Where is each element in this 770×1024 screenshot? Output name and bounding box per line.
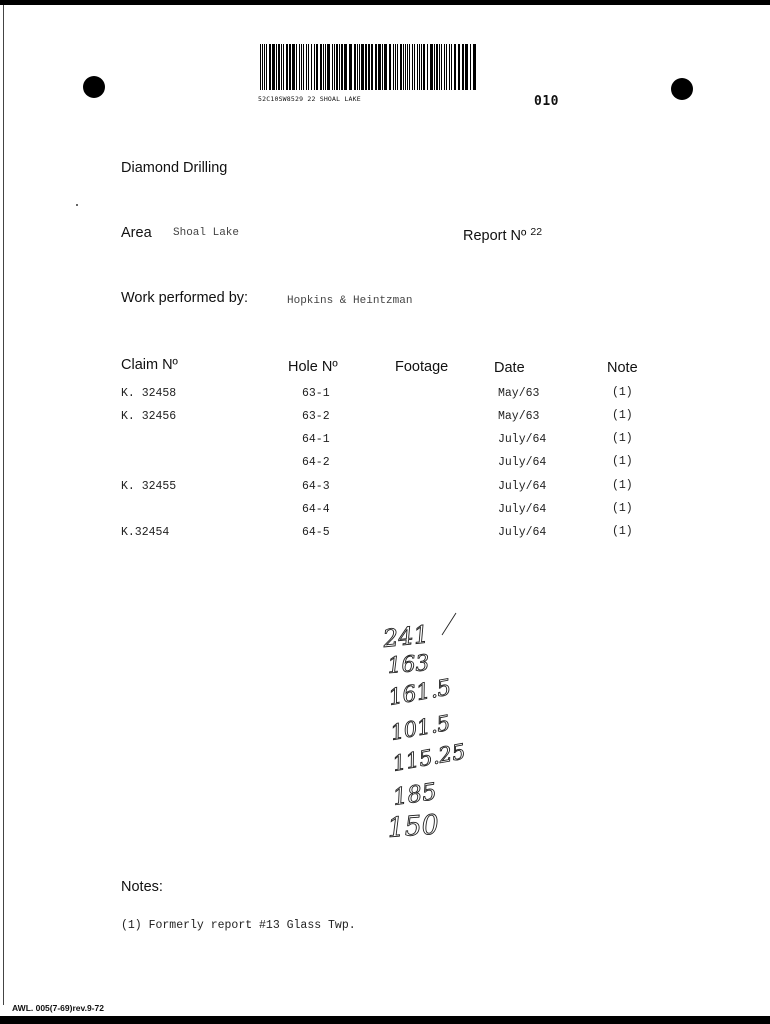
barcode-bar (405, 44, 406, 90)
barcode-bar (397, 44, 398, 90)
table-cell-date: May/63 (498, 387, 540, 400)
barcode-bar (306, 44, 307, 90)
report-number: 22 (530, 226, 543, 238)
bottom-border (0, 1016, 770, 1024)
table-cell-claim: K. 32456 (121, 410, 177, 423)
barcode-bar (451, 44, 452, 90)
handwritten-footage: 241 (381, 620, 431, 653)
table-cell-hole: 64-1 (302, 433, 330, 446)
work-performed-value: Hopkins & Heintzman (287, 295, 413, 307)
barcode-bar (286, 44, 288, 90)
table-cell-note: (1) (612, 502, 633, 515)
table-cell-hole: 64-3 (302, 480, 330, 493)
barcode-bar (308, 44, 309, 90)
barcode-bar (465, 44, 468, 90)
barcode-bar (320, 44, 322, 90)
barcode-bar (462, 44, 464, 90)
barcode-caption: 52C10SW8529 22 SHOAL LAKE (258, 95, 361, 103)
note-item: (1) Formerly report #13 Glass Twp. (121, 919, 356, 932)
barcode-bar (361, 44, 364, 90)
table-cell-hole: 64-4 (302, 503, 330, 516)
handwritten-footage: 115.25 (390, 739, 468, 776)
barcode-bar (400, 44, 402, 90)
barcode-bar (393, 44, 394, 90)
handwritten-footage: 185 (391, 779, 439, 811)
barcode-bar (421, 44, 422, 90)
area-label: Area (121, 225, 152, 241)
report-label (463, 228, 542, 244)
table-cell-hole: 63-1 (302, 387, 330, 400)
barcode-bars (258, 44, 478, 92)
table-cell-hole: 63-2 (302, 410, 330, 423)
table-cell-note: (1) (612, 455, 633, 468)
barcode-bar (311, 44, 312, 90)
barcode-bar (334, 44, 335, 90)
column-header-note: Note (607, 360, 638, 376)
left-scan-edge (3, 5, 4, 1005)
column-header-hole: Hole Nº (288, 359, 338, 375)
barcode-bar (260, 44, 261, 90)
barcode-bar (269, 44, 271, 90)
barcode-bar (283, 44, 284, 90)
barcode-bar (368, 44, 370, 90)
table-cell-note: (1) (612, 432, 633, 445)
barcode-bar (357, 44, 358, 90)
barcode-bar (339, 44, 340, 90)
barcode-bar (278, 44, 280, 90)
barcode-bar (454, 44, 456, 90)
barcode-bar (378, 44, 381, 90)
barcode-bar (314, 44, 315, 90)
barcode-bar (327, 44, 330, 90)
barcode-bar (272, 44, 275, 90)
barcode-bar (403, 44, 404, 90)
form-code: AWL. 005(7-69)rev.9-72 (12, 1003, 104, 1013)
punch-hole-right (671, 78, 693, 100)
barcode-bar (412, 44, 413, 90)
table-cell-date: July/64 (498, 456, 547, 469)
barcode-bar (296, 44, 297, 90)
notes-heading: Notes: (121, 879, 163, 895)
column-header-claim: Claim Nº (121, 357, 178, 373)
barcode-bar (281, 44, 282, 90)
barcode-bar (446, 44, 447, 90)
column-header-date: Date (494, 360, 525, 376)
barcode-bar (299, 44, 300, 90)
barcode-bar (470, 44, 471, 90)
barcode-bar (434, 44, 435, 90)
barcode-bar (276, 44, 277, 90)
barcode-bar (439, 44, 440, 90)
handwritten-footage: 163 (386, 651, 431, 679)
handwritten-footage: 101.5 (388, 710, 453, 745)
barcode-bar (389, 44, 391, 90)
page-code: 010 (534, 94, 559, 109)
barcode-bar (384, 44, 387, 90)
barcode-bar (427, 44, 428, 90)
handwritten-footages (360, 605, 510, 855)
barcode-bar (262, 44, 263, 90)
handwritten-footage: 150 (386, 809, 440, 844)
top-border (0, 0, 770, 5)
barcode-bar (458, 44, 460, 90)
barcode-bar (292, 44, 295, 90)
barcode-bar (354, 44, 356, 90)
barcode-bar (395, 44, 396, 90)
table-cell-note: (1) (612, 409, 633, 422)
barcode (258, 44, 478, 103)
barcode-bar (349, 44, 352, 90)
report-label-text: Report Nº (463, 228, 527, 244)
table-cell-date: July/64 (498, 503, 547, 516)
table-cell-claim: K.32454 (121, 526, 170, 539)
barcode-bar (266, 44, 267, 90)
barcode-bar (325, 44, 326, 90)
table-cell-note: (1) (612, 386, 633, 399)
table-cell-date: July/64 (498, 526, 547, 539)
barcode-bar (323, 44, 324, 90)
barcode-bar (407, 44, 408, 90)
barcode-bar (371, 44, 373, 90)
barcode-bar (436, 44, 438, 90)
barcode-bar (409, 44, 410, 90)
barcode-bar (264, 44, 265, 90)
barcode-bar (336, 44, 338, 90)
barcode-bar (289, 44, 291, 90)
barcode-bar (423, 44, 425, 90)
table-cell-hole: 64-2 (302, 456, 330, 469)
barcode-bar (332, 44, 333, 90)
barcode-bar (441, 44, 442, 90)
barcode-bar (444, 44, 445, 90)
handwritten-footage: 161.5 (386, 675, 454, 711)
table-cell-date: May/63 (498, 410, 540, 423)
barcode-bar (341, 44, 343, 90)
barcode-bar (359, 44, 360, 90)
barcode-bar (414, 44, 415, 90)
barcode-bar (382, 44, 383, 90)
document-title: Diamond Drilling (121, 160, 228, 176)
barcode-bar (303, 44, 304, 90)
area-value: Shoal Lake (173, 227, 240, 239)
table-cell-claim: K. 32458 (121, 387, 177, 400)
scan-speck (76, 204, 78, 206)
table-cell-note: (1) (612, 525, 633, 538)
barcode-bar (375, 44, 377, 90)
table-cell-date: July/64 (498, 433, 547, 446)
handwritten-check-mark (442, 613, 456, 635)
barcode-bar (449, 44, 450, 90)
punch-hole-left (83, 76, 105, 98)
column-header-footage: Footage (395, 359, 449, 375)
table-cell-date: July/64 (498, 480, 547, 493)
work-performed-label: Work performed by: (121, 290, 249, 306)
barcode-bar (301, 44, 302, 90)
table-cell-claim: K. 32455 (121, 480, 177, 493)
barcode-bar (365, 44, 367, 90)
barcode-bar (419, 44, 420, 90)
barcode-bar (473, 44, 476, 90)
table-cell-hole: 64-5 (302, 526, 330, 539)
barcode-bar (430, 44, 433, 90)
barcode-bar (417, 44, 418, 90)
barcode-bar (316, 44, 318, 90)
barcode-bar (344, 44, 347, 90)
table-cell-note: (1) (612, 479, 633, 492)
